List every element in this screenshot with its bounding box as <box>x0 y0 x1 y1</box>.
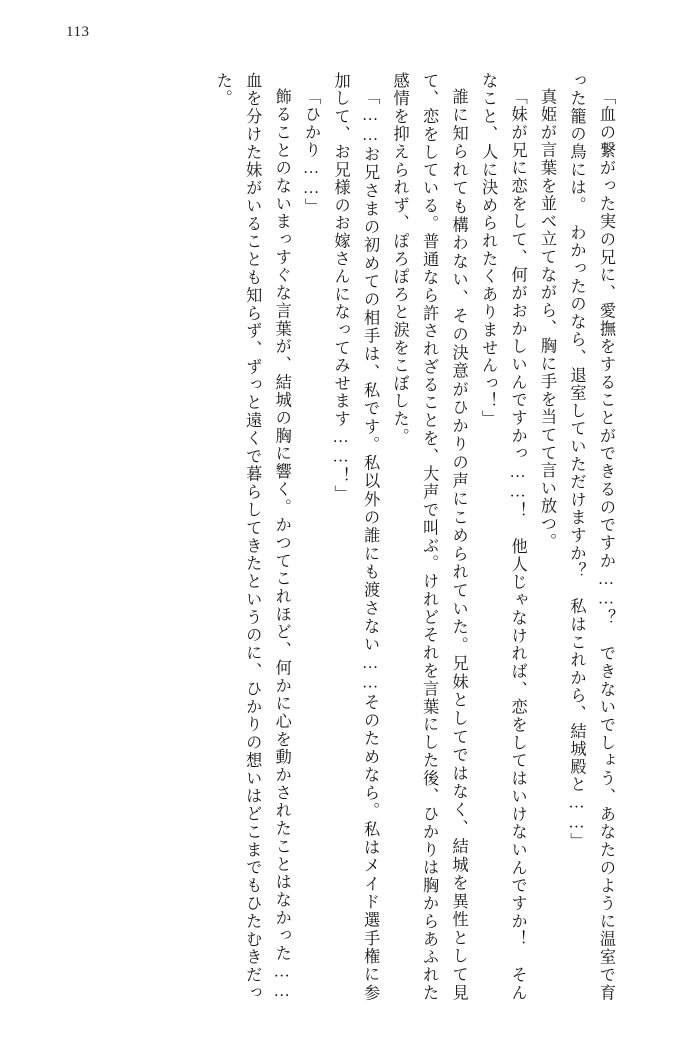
body-text <box>56 72 620 1002</box>
paragraph: 「ひかり……」 <box>302 88 321 217</box>
paragraph: 飾ることのないまっすぐな言葉が、結城の胸に響く。かつてこれほど、何かに心を動かされたことはなかった……血を分けた妹がいることも知らず、ずっと遠くで暮らしてきたというのに、ひかりの想いはどこまでもひたむきだった。 <box>213 72 291 1002</box>
paragraph: 「妹が兄に恋をして、何がおかしいんですかっ……！ 他人じゃなければ、恋をしてはいけないんですか！ そんなこと、人に決められたくありませんっ！」 <box>479 72 527 1002</box>
page-number: 113 <box>66 24 90 40</box>
paragraph: 誰に知られても構わない、その決意がひかりの声にこめられていた。兄妹としてではなく、結城を異性として見て、恋をしている。普通なら許されざることを、大声で叫ぶ。けれどそれを言葉にした後、ひかりは胸からあふれた感情を抑えられず、ぽろぽろと涙をこぼした。 <box>390 72 468 1002</box>
paragraph: 「血の繋がった実の兄に、愛撫をすることができるのですか……？ できないでしょう、あなたのように温室で育った籠の鳥には。 わかったのなら、退室していただけますか？ 私はこれから、結城殿と……」 <box>567 72 615 1002</box>
paragraph: 真姫が言葉を並べ立てながら、胸に手を当てて言い放つ。 <box>538 88 557 551</box>
paragraph: 「……お兄さまの初めての相手は、私です。私以外の誰にも渡さない……そのためなら。私はメイド選手権に参加して、お兄様のお嫁さんになってみせます……！」 <box>331 72 380 1002</box>
